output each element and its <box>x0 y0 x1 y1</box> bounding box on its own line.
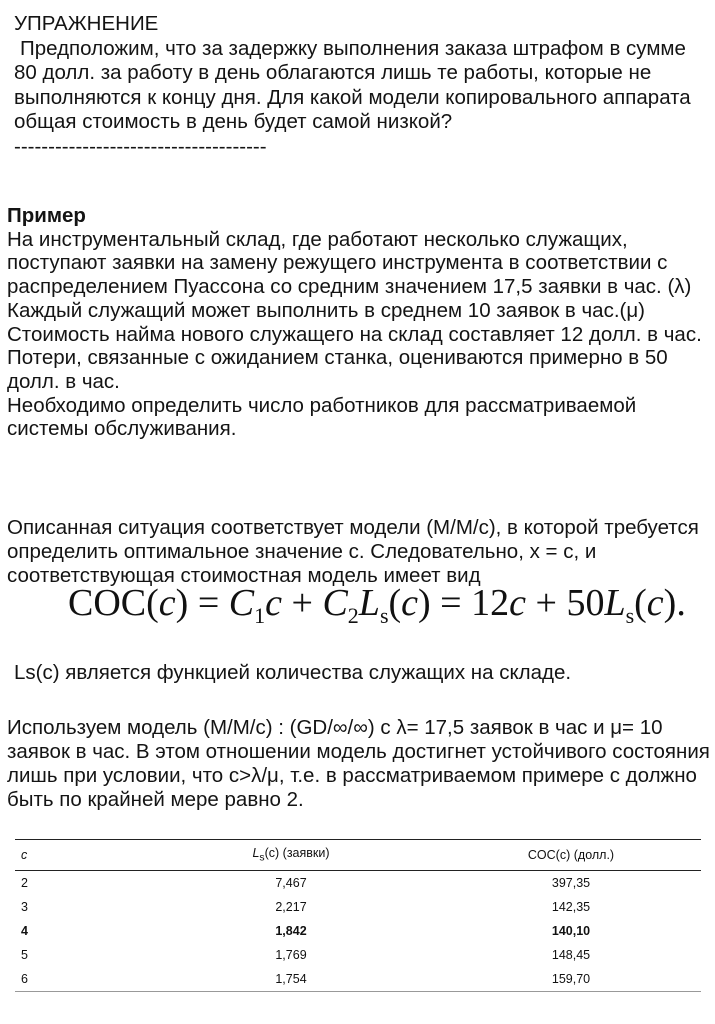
cell-coc: 148,45 <box>551 948 591 962</box>
table-header-row <box>15 840 701 871</box>
header-ls-rest: (c) (заявки) <box>264 846 330 861</box>
table-row <box>15 943 701 967</box>
cost-formula: $COC(c) = C_1c + C_2L_s(c) = 12c + 50L_s(c)$. <box>68 582 686 628</box>
model-text: Используем модель (M/M/c) : (GD/∞/∞) с λ= 17,5 заявок в час и μ= 10 заявок в час. В этом отношении модель достигнет устойчивого состояния лишь при условии, что с>λ/μ, т.е. в рассматриваемом примере с должно быть по крайней мере равно 2. <box>7 716 710 811</box>
cell-c: 2 <box>21 876 28 890</box>
formula-c1: C <box>228 582 255 624</box>
table-row <box>15 895 701 919</box>
table-row <box>15 967 701 992</box>
exercise-text: Предположим, что за задержку выполнения заказа штрафом в сумме 80 долл. за работу в день облагаются лишь те работы, которые не выполняются к концу дня. Для какой модели копировального аппарата общая стоимость в день будет самой низкой? <box>14 36 691 133</box>
example-heading: Пример <box>7 204 86 227</box>
example-paragraph-2: Стоимость найма нового служащего на склад составляет 12 долл. в час. Потери, связанные с ожиданием станка, оцениваются примерно в 50 долл. в час. <box>7 322 702 393</box>
example-paragraph-3: Необходимо определить число работников для рассматриваемой системы обслуживания. <box>7 393 637 441</box>
formula-c: c <box>158 582 176 624</box>
situation-text: Описанная ситуация соответствует модели (M/M/c), в которой требуется определить оптимальное значение с. Следовательно, x = с, и соответствующая стоимостная модель имеет вид <box>7 516 699 587</box>
cell-coc: 142,35 <box>551 900 591 914</box>
cell-ls: 1,769 <box>275 948 307 962</box>
model-block <box>7 716 711 812</box>
cell-c: 6 <box>15 967 141 992</box>
example-block <box>7 204 707 441</box>
cell-ls: 2,217 <box>275 900 307 914</box>
formula-c-5: c <box>646 582 664 624</box>
formula-12: 12 <box>471 582 510 624</box>
formula-c1-sub: 1 <box>254 603 266 628</box>
cell-ls: 1,842 <box>275 924 307 938</box>
header-ls-sub: s <box>259 852 265 864</box>
header-ls <box>141 840 441 871</box>
formula-c2: C <box>322 582 348 624</box>
formula-c-4: c <box>509 582 526 624</box>
cell-c: 5 <box>21 948 28 962</box>
example-paragraph-1: На инструментальный склад, где работают несколько служащих, поступают заявки на замену режущего инструмента в соответствии с распределением Пуассона со средним значением 17,5 заявки в час. (λ) Каждый служащий может выполнить в среднем 10 заявок в час.(μ) <box>7 227 692 322</box>
header-coc: COC(c) (долл.) <box>441 840 701 871</box>
cell-c: 3 <box>21 900 28 914</box>
separator-line: ------------------------------------- <box>14 134 267 158</box>
header-ls-main: L <box>252 846 260 861</box>
formula-coc: COC <box>68 582 147 624</box>
formula-ls-sub: s <box>379 603 389 628</box>
formula-c2-sub: 2 <box>347 603 359 628</box>
formula-ls: L <box>358 582 380 624</box>
ls-note: Ls(c) является функцией количества служащих на складе. <box>14 661 572 684</box>
cell-coc: 397,35 <box>551 876 591 890</box>
formula-ls-sub-2: s <box>625 603 635 628</box>
results-table <box>15 839 701 992</box>
situation-block <box>7 516 707 588</box>
formula-c-2: c <box>265 582 282 624</box>
exercise-title: УПРАЖНЕНИЕ <box>14 12 159 35</box>
cell-c: 4 <box>21 924 28 938</box>
cell-coc: 140,10 <box>551 924 591 938</box>
table-row <box>15 871 701 896</box>
formula-50: 50 <box>566 582 605 624</box>
cell-coc: 159,70 <box>441 967 701 992</box>
table-row-optimal <box>15 919 701 943</box>
header-c: c <box>15 840 141 871</box>
cell-ls: 1,754 <box>141 967 441 992</box>
cell-ls: 7,467 <box>275 876 307 890</box>
formula-c-3: c <box>401 582 419 624</box>
exercise-block <box>14 12 704 159</box>
formula-ls-2: L <box>604 582 626 624</box>
